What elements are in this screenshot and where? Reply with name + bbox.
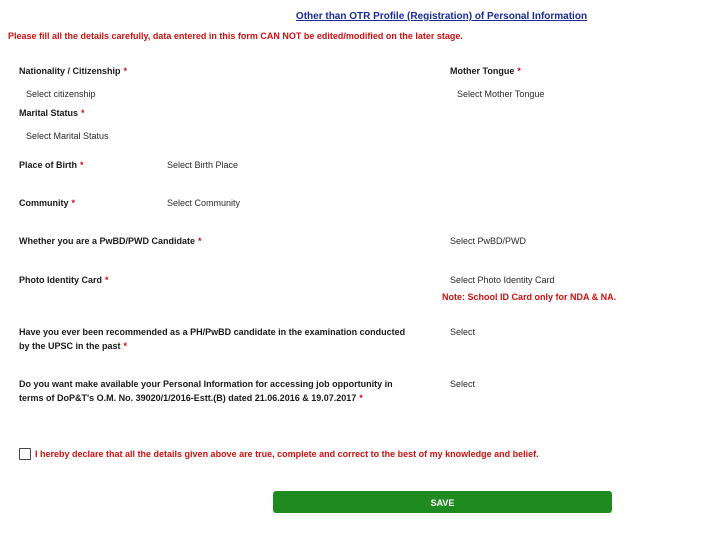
page-title-link[interactable]: Other than OTR Profile (Registration) of Personal Information: [295, 11, 588, 22]
required-marker: *: [123, 341, 128, 351]
photo-id-label: [19, 273, 109, 287]
mother-tongue-label: [450, 64, 521, 78]
nationality-label: [19, 64, 127, 78]
save-button[interactable]: SAVE: [273, 491, 612, 513]
photo-id-note: Note: School ID Card only for NDA & NA.: [442, 292, 617, 302]
pwbd-select[interactable]: Select PwBD/PWD: [450, 236, 527, 246]
marital-status-select[interactable]: Select Marital Status: [26, 131, 109, 141]
required-marker: *: [517, 66, 521, 76]
nationality-label-text: Nationality / Citizenship: [19, 66, 121, 76]
community-select[interactable]: Select Community: [167, 198, 241, 208]
ph-recommended-select[interactable]: Select: [450, 327, 476, 337]
marital-status-label-text: Marital Status: [19, 108, 79, 118]
place-of-birth-label-text: Place of Birth: [19, 160, 78, 170]
required-marker: *: [105, 275, 109, 285]
photo-id-label-text: Photo Identity Card: [19, 275, 102, 285]
marital-status-label: [19, 106, 85, 120]
place-of-birth-label: [19, 158, 84, 172]
required-marker: *: [71, 198, 76, 208]
required-marker: *: [80, 160, 84, 170]
ph-recommended-label-line1: Have you ever been recommended as a PH/PwBD candidate in the examination conducted: [19, 327, 406, 337]
community-label: [19, 196, 75, 210]
personal-info-select[interactable]: Select: [450, 379, 476, 389]
declaration-checkbox[interactable]: [19, 448, 31, 460]
ph-recommended-label: [19, 325, 405, 353]
required-marker: *: [198, 236, 202, 246]
declaration-text: I hereby declare that all the details given above are true, complete and correct to the best of my knowledge and belief.: [35, 449, 539, 459]
personal-info-label: [19, 377, 393, 405]
ph-recommended-label-line2: by the UPSC in the past: [19, 341, 121, 351]
personal-info-label-line2: terms of DoP&T's O.M. No. 39020/1/2016-Estt.(B) dated 21.06.2016 & 19.07.2017: [19, 393, 357, 403]
personal-info-label-line1: Do you want make available your Personal Information for accessing job opportunity in: [19, 379, 393, 389]
place-of-birth-select[interactable]: Select Birth Place: [167, 160, 239, 170]
pwbd-label: [19, 234, 202, 248]
warning-message: Please fill all the details carefully, data entered in this form CAN NOT be edited/modified on the later stage.: [8, 31, 463, 41]
photo-id-select[interactable]: Select Photo Identity Card: [450, 275, 555, 285]
declaration-row: [19, 448, 539, 460]
required-marker: *: [81, 108, 85, 118]
mother-tongue-select[interactable]: Select Mother Tongue: [457, 89, 545, 99]
required-marker: *: [359, 393, 363, 403]
required-marker: *: [123, 66, 128, 76]
pwbd-label-text: Whether you are a PwBD/PWD Candidate: [19, 236, 196, 246]
nationality-select[interactable]: Select citizenship: [26, 89, 96, 99]
mother-tongue-label-text: Mother Tongue: [450, 66, 515, 76]
community-label-text: Community: [19, 198, 69, 208]
